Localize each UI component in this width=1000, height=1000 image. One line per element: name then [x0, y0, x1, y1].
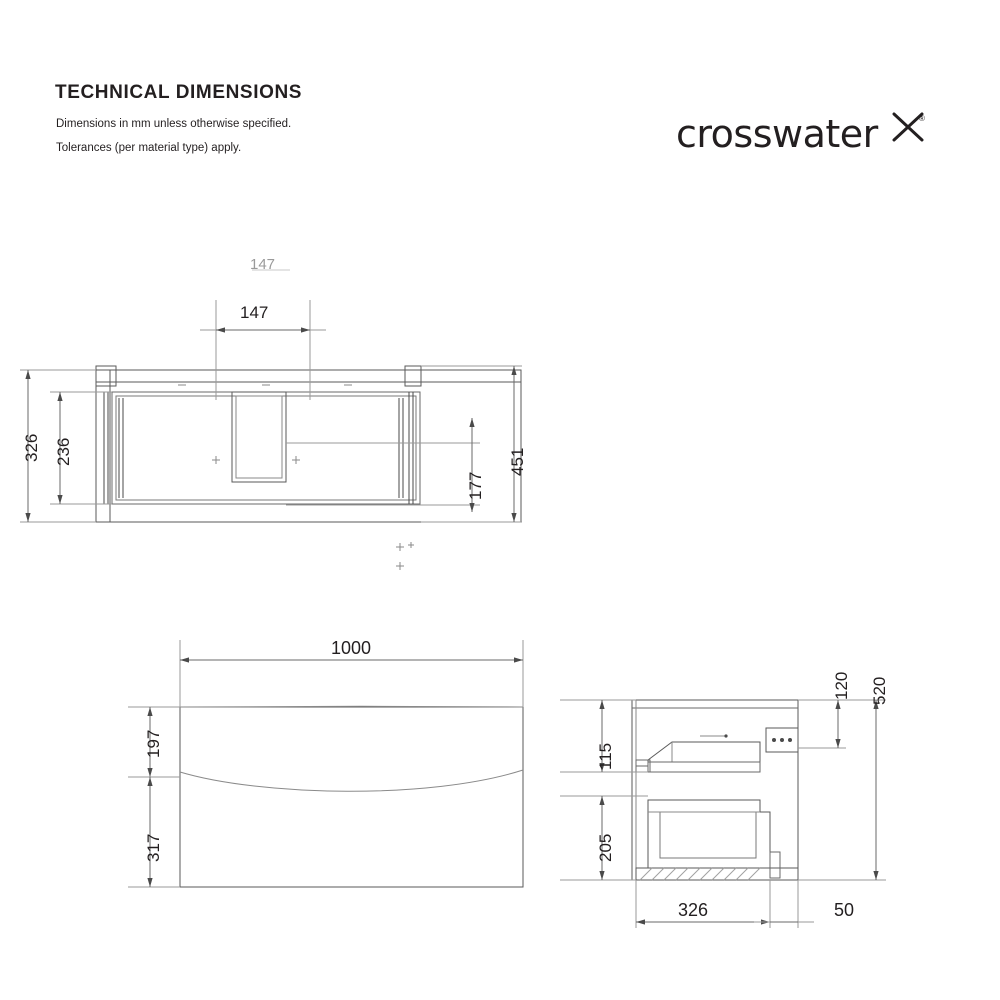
- top-view-geometry: [96, 366, 521, 570]
- dim-label-side-205: 205: [596, 833, 615, 862]
- dim-label-top-147-ghost: 147: [250, 256, 276, 273]
- side-view-geometry: [632, 700, 798, 880]
- dim-label-top-326: 326: [22, 433, 41, 462]
- dim-label-front-317: 317: [144, 833, 163, 862]
- brand-logo: [676, 112, 926, 162]
- page-title: TECHNICAL DIMENSIONS: [55, 82, 303, 103]
- dim-label-top-236: 236: [54, 437, 73, 466]
- dim-label-side-50: 50: [834, 900, 855, 920]
- dim-label-side-520: 520: [870, 676, 889, 705]
- dim-side-120: [798, 700, 846, 748]
- dim-label-top-177: 177: [466, 471, 485, 500]
- front-view-geometry: [180, 706, 523, 887]
- brand-name: crosswater: [676, 112, 878, 156]
- note-line-1: Dimensions in mm unless otherwise specified.: [56, 118, 292, 130]
- dim-label-side-115: 115: [596, 742, 615, 770]
- dim-label-top-451: 451: [508, 447, 527, 476]
- dim-side-50: [754, 880, 814, 928]
- dim-front-317: [128, 777, 180, 887]
- dim-label-front-197: 197: [144, 729, 163, 758]
- dim-side-520: [798, 700, 886, 880]
- dim-label-top-147: 147: [240, 303, 269, 322]
- note-line-2: Tolerances (per material type) apply.: [56, 142, 242, 154]
- registered-mark: ®: [919, 114, 925, 123]
- dim-label-side-326: 326: [678, 900, 709, 920]
- dim-label-side-120: 120: [832, 671, 851, 700]
- dim-top-177: [286, 418, 480, 512]
- dim-label-front-1000: 1000: [331, 638, 372, 658]
